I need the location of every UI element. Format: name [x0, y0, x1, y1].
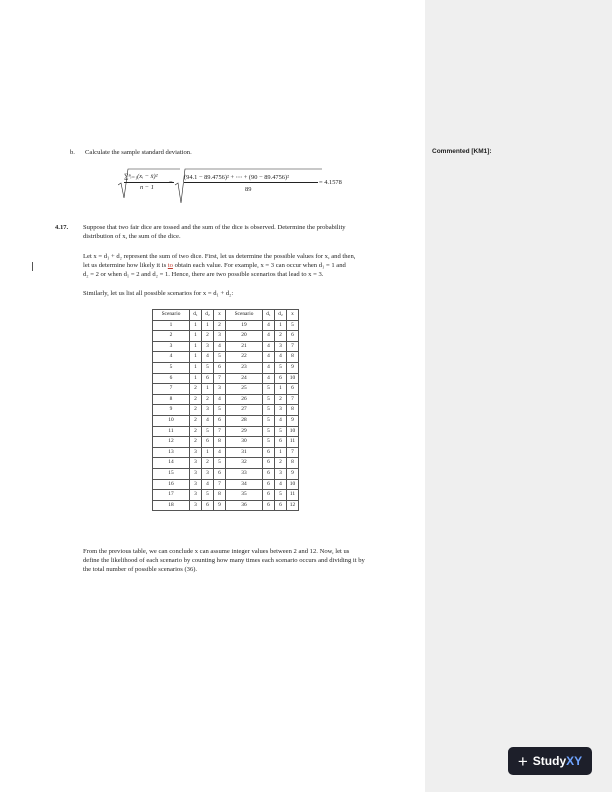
- table-cell: 11: [287, 437, 299, 448]
- table-cell: 26: [226, 394, 263, 405]
- logo-text-study: Study: [532, 754, 567, 768]
- table-cell: 1: [190, 341, 202, 352]
- table-cell: 3: [153, 341, 190, 352]
- studyxy-logo[interactable]: [508, 747, 592, 775]
- table-row: [153, 320, 299, 331]
- problem-number: 4.17.: [55, 224, 69, 231]
- table-cell: 2: [275, 331, 287, 342]
- para1-line-2: [83, 261, 346, 270]
- table-cell: 2: [214, 320, 226, 331]
- table-cell: 6: [287, 331, 299, 342]
- table-cell: 3: [214, 331, 226, 342]
- table-cell: 6: [263, 458, 275, 469]
- table-cell: 4: [263, 352, 275, 363]
- table-row: [153, 362, 299, 373]
- table-header: x: [287, 310, 299, 321]
- table-row: [153, 405, 299, 416]
- para1-line-2b: obtain each value. For example, x = 3 can occur when d₁ = 1 and: [172, 262, 346, 269]
- table-cell: 6: [263, 500, 275, 511]
- table-cell: 6: [202, 437, 214, 448]
- table-cell: 8: [214, 490, 226, 501]
- table-cell: 33: [226, 468, 263, 479]
- table-cell: 3: [190, 447, 202, 458]
- table-row: [153, 447, 299, 458]
- table-cell: 1: [202, 384, 214, 395]
- table-cell: 3: [202, 468, 214, 479]
- table-cell: 18: [153, 500, 190, 511]
- table-cell: 21: [226, 341, 263, 352]
- comment-label[interactable]: Commented [KM1]:: [432, 148, 492, 155]
- table-cell: 10: [287, 479, 299, 490]
- table-cell: 8: [214, 437, 226, 448]
- table-cell: 24: [226, 373, 263, 384]
- table-cell: 1: [190, 373, 202, 384]
- table-cell: 6: [202, 373, 214, 384]
- table-cell: 7: [287, 394, 299, 405]
- table-cell: 8: [287, 405, 299, 416]
- table-cell: 9: [287, 468, 299, 479]
- table-cell: 4: [214, 341, 226, 352]
- table-cell: 5: [202, 362, 214, 373]
- table-cell: 7: [214, 373, 226, 384]
- table-cell: 5: [263, 415, 275, 426]
- table-cell: 9: [153, 405, 190, 416]
- table-row: [153, 458, 299, 469]
- table-cell: 5: [263, 437, 275, 448]
- formula-denominator-right: 89: [245, 186, 252, 193]
- para2-text: Similarly, let us list all possible scenarios for x = d₁ + d₂:: [83, 290, 234, 297]
- table-cell: 10: [287, 426, 299, 437]
- table-cell: 3: [190, 479, 202, 490]
- table-cell: 5: [202, 426, 214, 437]
- table-cell: 1: [190, 362, 202, 373]
- table-cell: 4: [202, 479, 214, 490]
- table-cell: 2: [153, 331, 190, 342]
- table-cell: 5: [275, 490, 287, 501]
- table-cell: 2: [202, 331, 214, 342]
- table-cell: 3: [190, 500, 202, 511]
- table-cell: 1: [275, 384, 287, 395]
- table-cell: 3: [190, 490, 202, 501]
- table-cell: 2: [190, 415, 202, 426]
- table-cell: 2: [190, 405, 202, 416]
- table-cell: 5: [153, 362, 190, 373]
- table-cell: 9: [287, 415, 299, 426]
- table-cell: 6: [263, 468, 275, 479]
- table-cell: 5: [214, 458, 226, 469]
- table-cell: 12: [153, 437, 190, 448]
- table-cell: 2: [275, 394, 287, 405]
- table-cell: 3: [190, 458, 202, 469]
- table-header: d₁: [263, 310, 275, 321]
- problem-line-1: Suppose that two fair dice are tossed and the sum of the dice is observed. Determine the probability: [83, 224, 346, 231]
- table-cell: 2: [275, 458, 287, 469]
- table-cell: 28: [226, 415, 263, 426]
- table-cell: 27: [226, 405, 263, 416]
- table-cell: 23: [226, 362, 263, 373]
- table-cell: 6: [275, 500, 287, 511]
- table-cell: 5: [263, 394, 275, 405]
- table-cell: 14: [153, 458, 190, 469]
- table-header: d₂: [202, 310, 214, 321]
- table-row: [153, 384, 299, 395]
- table-cell: 2: [190, 437, 202, 448]
- table-row: [153, 341, 299, 352]
- table-cell: 7: [214, 426, 226, 437]
- table-cell: 15: [153, 468, 190, 479]
- fraction-bar-right: [184, 182, 318, 183]
- table-row: [153, 373, 299, 384]
- table-cell: 3: [275, 405, 287, 416]
- table-cell: 9: [287, 362, 299, 373]
- table-cell: 3: [275, 341, 287, 352]
- para1-line-1: Let x = d₁ + d₂ represent the sum of two dice. First, let us determine the possible values for x, and then,: [83, 253, 356, 260]
- table-cell: 13: [153, 447, 190, 458]
- table-row: [153, 468, 299, 479]
- table-header: Scenario: [153, 310, 190, 321]
- table-cell: 11: [287, 490, 299, 501]
- table-cell: 4: [263, 331, 275, 342]
- table-cell: 2: [190, 394, 202, 405]
- part-b-text: Calculate the sample standard deviation.: [85, 149, 192, 156]
- table-cell: 10: [287, 373, 299, 384]
- formula-denominator-left: n − 1: [140, 184, 154, 191]
- table-cell: 5: [287, 320, 299, 331]
- table-cell: 2: [190, 384, 202, 395]
- table-header: d₂: [275, 310, 287, 321]
- table-cell: 9: [214, 500, 226, 511]
- table-cell: 5: [275, 426, 287, 437]
- table-cell: 6: [202, 500, 214, 511]
- logo-text-xy: XY: [566, 754, 583, 768]
- table-header: d₁: [190, 310, 202, 321]
- table-cell: 1: [190, 331, 202, 342]
- table-cell: 4: [202, 415, 214, 426]
- table-cell: 7: [153, 384, 190, 395]
- table-cell: 6: [214, 362, 226, 373]
- formula-numerator-right: (94.1 − 89.4756)² + ⋯ + (90 − 89.4756)²: [184, 174, 290, 181]
- table-cell: 5: [214, 405, 226, 416]
- fraction-bar-left: [124, 182, 174, 183]
- table-cell: 36: [226, 500, 263, 511]
- table-cell: 4: [275, 479, 287, 490]
- table-cell: 7: [287, 447, 299, 458]
- table-cell: 3: [202, 405, 214, 416]
- formula-equals: =: [169, 179, 173, 186]
- table-cell: 4: [153, 352, 190, 363]
- table-cell: 35: [226, 490, 263, 501]
- tracked-word[interactable]: to: [167, 262, 173, 269]
- table-row: [153, 426, 299, 437]
- table-row: [153, 415, 299, 426]
- table-cell: 5: [263, 405, 275, 416]
- table-row: [153, 479, 299, 490]
- table-cell: 3: [202, 341, 214, 352]
- table-cell: 30: [226, 437, 263, 448]
- table-cell: 7: [287, 341, 299, 352]
- table-cell: 1: [190, 352, 202, 363]
- table-body: [153, 320, 299, 511]
- scenarios-table: [152, 309, 299, 511]
- table-cell: 6: [287, 384, 299, 395]
- table-cell: 4: [263, 362, 275, 373]
- table-cell: 12: [287, 500, 299, 511]
- table-cell: 31: [226, 447, 263, 458]
- table-cell: 5: [263, 426, 275, 437]
- table-cell: 16: [153, 479, 190, 490]
- table-cell: 1: [202, 320, 214, 331]
- table-cell: 29: [226, 426, 263, 437]
- table-cell: 4: [263, 320, 275, 331]
- comments-pane: [425, 0, 612, 792]
- table-row: [153, 331, 299, 342]
- table-cell: 20: [226, 331, 263, 342]
- table-cell: 5: [275, 362, 287, 373]
- table-cell: 4: [263, 373, 275, 384]
- text-cursor: [32, 262, 33, 271]
- table-cell: 7: [214, 479, 226, 490]
- table-cell: 10: [153, 415, 190, 426]
- table-cell: 5: [214, 352, 226, 363]
- table-cell: 6: [153, 373, 190, 384]
- table-cell: 17: [153, 490, 190, 501]
- table-cell: 1: [275, 447, 287, 458]
- formula-result: = 4.1578: [319, 179, 342, 186]
- table-cell: 1: [202, 447, 214, 458]
- table-row: [153, 500, 299, 511]
- table-cell: 6: [263, 479, 275, 490]
- table-cell: 1: [275, 320, 287, 331]
- table-cell: 34: [226, 479, 263, 490]
- table-row: [153, 437, 299, 448]
- plus-icon: +: [517, 751, 528, 771]
- table-cell: 4: [275, 415, 287, 426]
- table-cell: 6: [214, 468, 226, 479]
- table-row: [153, 394, 299, 405]
- table-cell: 3: [190, 468, 202, 479]
- table-row: [153, 352, 299, 363]
- table-cell: 3: [214, 384, 226, 395]
- table-cell: 1: [153, 320, 190, 331]
- table-cell: 19: [226, 320, 263, 331]
- table-cell: 6: [263, 490, 275, 501]
- table-cell: 11: [153, 426, 190, 437]
- para1-line-2a: let us determine how likely it is: [83, 262, 168, 269]
- table-header: Scenario: [226, 310, 263, 321]
- table-cell: 4: [263, 341, 275, 352]
- table-cell: 6: [275, 373, 287, 384]
- table-cell: 8: [287, 458, 299, 469]
- part-b-marker: b.: [70, 149, 75, 156]
- table-cell: 8: [287, 352, 299, 363]
- table-cell: 6: [263, 447, 275, 458]
- table-cell: 2: [190, 426, 202, 437]
- table-cell: 4: [275, 352, 287, 363]
- table-cell: 4: [214, 394, 226, 405]
- para3-line-3: the total number of possible scenarios (36).: [83, 566, 198, 573]
- table-cell: 1: [190, 320, 202, 331]
- table-header-row: [153, 310, 299, 321]
- table-cell: 6: [275, 437, 287, 448]
- table-row: [153, 490, 299, 501]
- table-cell: 22: [226, 352, 263, 363]
- table-cell: 2: [202, 458, 214, 469]
- table-cell: 32: [226, 458, 263, 469]
- para3-line-2: define the likelihood of each scenario by counting how many times each scenario occurs and dividing it by: [83, 557, 365, 564]
- problem-line-2: distribution of x, the sum of the dice.: [83, 233, 181, 240]
- table-cell: 6: [214, 415, 226, 426]
- para3-line-1: From the previous table, we can conclude x can assume integer values between 2 and 12. Now, let us: [83, 548, 350, 555]
- table-cell: 8: [153, 394, 190, 405]
- table-cell: 5: [202, 490, 214, 501]
- para1-line-3: d₂ = 2 or when d₁ = 2 and d₂ = 1. Hence, there are two possible scenarios that lead to x = 3.: [83, 271, 324, 278]
- table-header: x: [214, 310, 226, 321]
- table-cell: 4: [214, 447, 226, 458]
- table-cell: 2: [202, 394, 214, 405]
- table-cell: 3: [275, 468, 287, 479]
- table-cell: 25: [226, 384, 263, 395]
- table-cell: 5: [263, 384, 275, 395]
- std-dev-formula: [118, 166, 358, 206]
- table-cell: 4: [202, 352, 214, 363]
- formula-numerator-left: ∑ⁿᵢ₌₁(xᵢ − x̄)²: [124, 173, 158, 180]
